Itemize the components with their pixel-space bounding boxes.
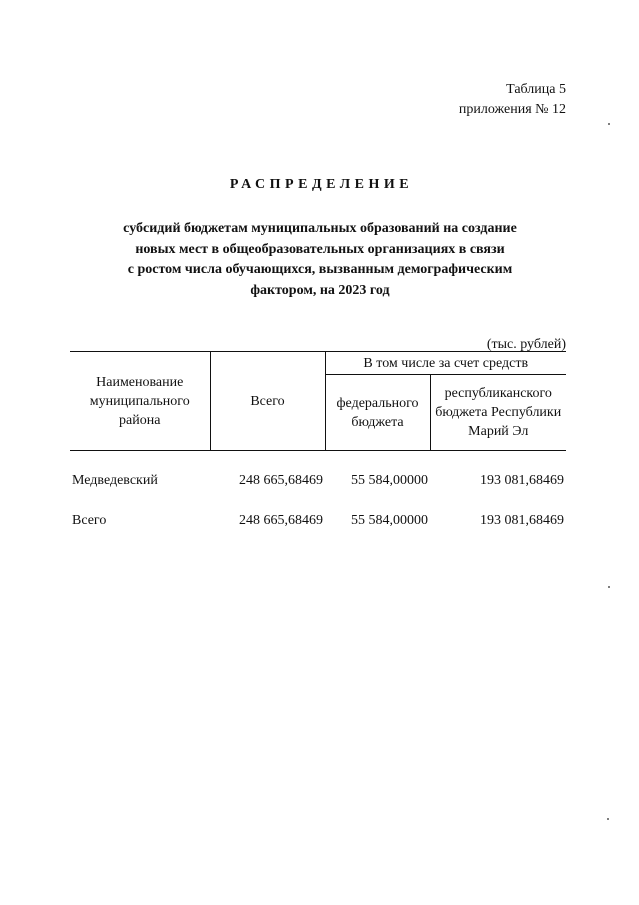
cell-federal: 55 584,00000 <box>351 513 428 528</box>
header-total <box>210 352 325 451</box>
table-number: Таблица 5 <box>506 82 566 97</box>
table-reference <box>459 80 566 120</box>
document-title: РАСПРЕДЕЛЕНИЕ <box>229 177 414 192</box>
appendix-number: приложения № 12 <box>458 102 566 117</box>
subtitle-line: субсидий бюджетам муниципальных образований на создание <box>123 221 517 236</box>
header-district-name <box>70 352 210 451</box>
header-total-text: Всего <box>250 393 285 409</box>
table-spacer <box>70 451 566 472</box>
header-republican-text: республиканского бюджета Республики Марий Эл <box>435 386 562 439</box>
header-including-text: В том числе за счет средств <box>363 355 529 371</box>
header-republican <box>430 375 566 451</box>
header-federal <box>325 375 430 451</box>
subtitle-line: новых мест в общеобразовательных организациях в связи <box>135 241 505 257</box>
distribution-table <box>70 351 566 551</box>
cell-district: Всего <box>72 513 107 528</box>
cell-republican: 193 081,68469 <box>480 473 565 488</box>
header-including <box>325 352 566 375</box>
document-subtitle <box>90 219 550 301</box>
header-district-name-text: Наименование муниципального района <box>89 374 190 428</box>
cell-district: Медведевский <box>72 473 158 488</box>
subtitle-line: фактором, на 2023 год <box>250 282 390 298</box>
scan-speck <box>608 586 610 588</box>
cell-total: 248 665,68469 <box>239 513 323 528</box>
table-row <box>70 471 566 511</box>
subtitle-line: с ростом числа обучающихся, вызванным демографическим <box>127 262 513 277</box>
scan-speck <box>607 818 609 820</box>
cell-federal: 55 584,00000 <box>351 473 428 488</box>
header-federal-text: федерального бюджета <box>336 395 419 430</box>
units-label: (тыс. рублей) <box>486 337 566 352</box>
cell-total: 248 665,68469 <box>239 473 323 488</box>
cell-republican: 193 081,68469 <box>480 513 565 528</box>
table-row <box>70 511 566 551</box>
scan-speck <box>608 123 610 125</box>
